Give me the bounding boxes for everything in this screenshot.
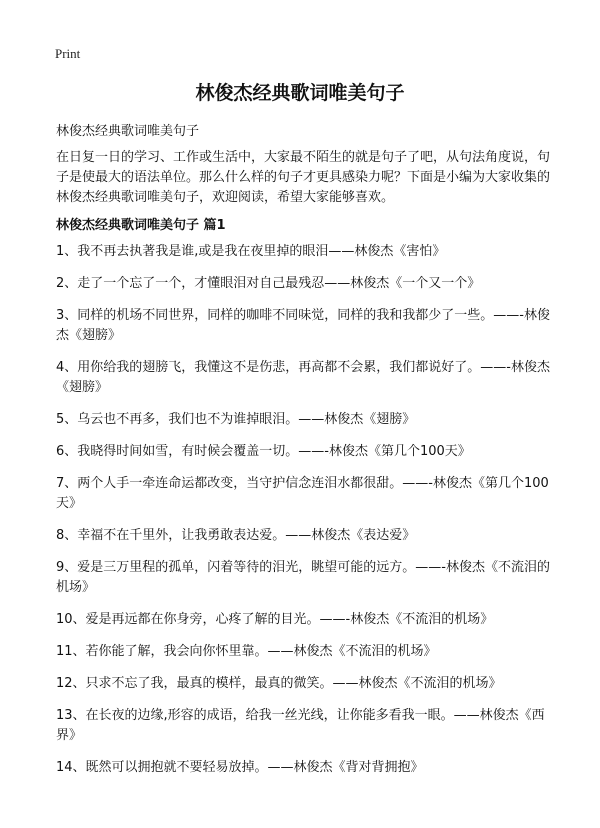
- lyric-line: 11、若你能了解，我会向你怀里靠。——林俊杰《不流泪的机场》: [56, 644, 437, 659]
- subtitle: 林俊杰经典歌词唯美句子: [56, 124, 200, 139]
- page-title: 林俊杰经典歌词唯美句子: [195, 82, 405, 104]
- lyric-line: 8、幸福不在千里外，让我勇敢表达爱。——林俊杰《表达爱》: [56, 528, 416, 543]
- lyric-line: 6、我晓得时间如雪，有时候会覆盖一切。——-林俊杰《第几个100天》: [56, 444, 471, 459]
- lyric-line: 2、走了一个忘了一个，才懂眼泪对自己最残忍——林俊杰《一个又一个》: [56, 276, 481, 291]
- lyric-line: 3、同样的机场不同世界，同样的咖啡不同味觉，同样的我和我都少了一些。——-林俊杰《翅膀》: [56, 308, 550, 343]
- lyric-line: 13、在长夜的边缘,形容的成语，给我一丝光线，让你能多看我一眼。——林俊杰《西界》: [56, 708, 545, 743]
- lyric-line: 4、用你给我的翅膀飞，我懂这不是伤悲，再高都不会累，我们都说好了。——-林俊杰《翅膀》: [56, 360, 550, 395]
- lyric-line: 10、爱是再远都在你身旁，心疼了解的目光。——-林俊杰《不流泪的机场》: [56, 612, 494, 627]
- intro-paragraph: 在日复一日的学习、工作或生活中，大家最不陌生的就是句子了吧，从句法角度说，句子是使最大的语法单位。那么什么样的句子才更具感染力呢？下面是小编为大家收集的林俊杰经典歌词唯美句子，欢迎阅读，希望大家能够喜欢。: [56, 150, 551, 205]
- lyric-line: 1、我不再去执著我是谁,或是我在夜里掉的眼泪——林俊杰《害怕》: [56, 244, 446, 259]
- lyric-line: 12、只求不忘了我，最真的模样，最真的微笑。——林俊杰《不流泪的机场》: [56, 676, 502, 691]
- print-label: Print: [55, 46, 81, 61]
- lyric-line: 9、爱是三万里程的孤单，闪着等待的泪光，眺望可能的远方。——-林俊杰《不流泪的机场》: [56, 560, 550, 595]
- lyric-list: [56, 242, 552, 790]
- lyric-line: 7、两个人手一牵连命运都改变，当守护信念连泪水都很甜。——-林俊杰《第几个100天》: [56, 476, 549, 511]
- lyric-line: 14、既然可以拥抱就不要轻易放掉。——林俊杰《背对背拥抱》: [56, 760, 424, 775]
- lyric-line: 5、乌云也不再多，我们也不为谁掉眼泪。——林俊杰《翅膀》: [56, 412, 416, 427]
- section-heading: 林俊杰经典歌词唯美句子 篇1: [56, 218, 226, 233]
